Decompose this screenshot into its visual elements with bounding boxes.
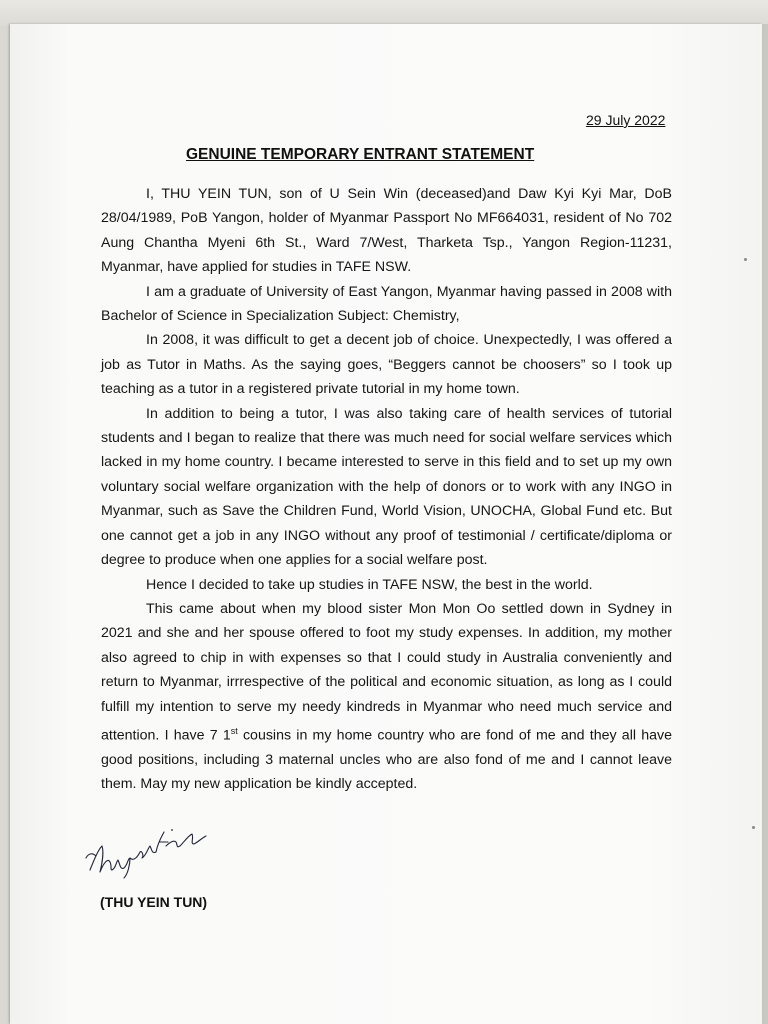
document-title: GENUINE TEMPORARY ENTRANT STATEMENT bbox=[186, 146, 535, 163]
paragraph-identity: I, THU YEIN TUN, son of U Sein Win (deceased)and Daw Kyi Kyi Mar, DoB 28/04/1989, PoB Yangon, holder of Myanmar Passport No MF664031, resident of No 702 Aung Chantha Myeni 6th St., Ward 7/West, Tharketa Tsp., Yangon Region-11231, Myanmar, have applied for studies in TAFE NSW. bbox=[101, 186, 672, 276]
paragraph-education: I am a graduate of University of East Yangon, Myanmar having passed in 2008 with Bachelor of Science in Specialization Subject: Chemistry, bbox=[101, 283, 672, 325]
paragraph-decision: Hence I decided to take up studies in TAFE NSW, the best in the world. bbox=[146, 576, 593, 593]
scan-speck bbox=[744, 258, 747, 261]
scan-speck bbox=[752, 826, 755, 829]
signer-name: (THU YEIN TUN) bbox=[100, 894, 208, 910]
paragraph-employment: In 2008, it was difficult to get a decent job of choice. Unexpectedly, I was offered a job as Tutor in Maths. As the saying goes, “Beggers cannot be choosers” so I took up teaching as a tutor in a registered private tutorial in my home town. bbox=[101, 332, 672, 398]
scan-background bbox=[0, 0, 768, 26]
document-date: 29 July 2022 bbox=[586, 112, 666, 128]
statement-body bbox=[101, 182, 672, 797]
handwritten-signature bbox=[82, 812, 212, 882]
paragraph-motivation: In addition to being a tutor, I was also taking care of health services of tutorial students and I began to realize that there was much need for social welfare services which lacked in my home country. I became interested to serve in this field and to set up my own voluntary social welfare organization with the help of donors or to work with any INGO in Myanmar, such as Save the Children Fund, World Vision, UNOCHA, Global Fund etc. But one cannot get a job in any INGO without any proof of testimonial / certificate/diploma or degree to produce when one applies for a social welfare post. bbox=[101, 405, 672, 569]
paragraph-support: This came about when my blood sister Mon Mon Oo settled down in Sydney in 2021 and she and her spouse offered to foot my study expenses. In addition, my mother also agreed to chip in with expenses so that I could study in Australia conveniently and return to Myanmar, irrrespective of the political and economic situation, as long as I could fulfill my intention to serve my needy kindreds in Myanmar who need much service and attention. I have 7 1st cousins in my home country who are fond of me and they all have good positions, including 3 maternal uncles who are also fond of me and I cannot leave them. May my new application be kindly accepted. bbox=[101, 600, 672, 793]
